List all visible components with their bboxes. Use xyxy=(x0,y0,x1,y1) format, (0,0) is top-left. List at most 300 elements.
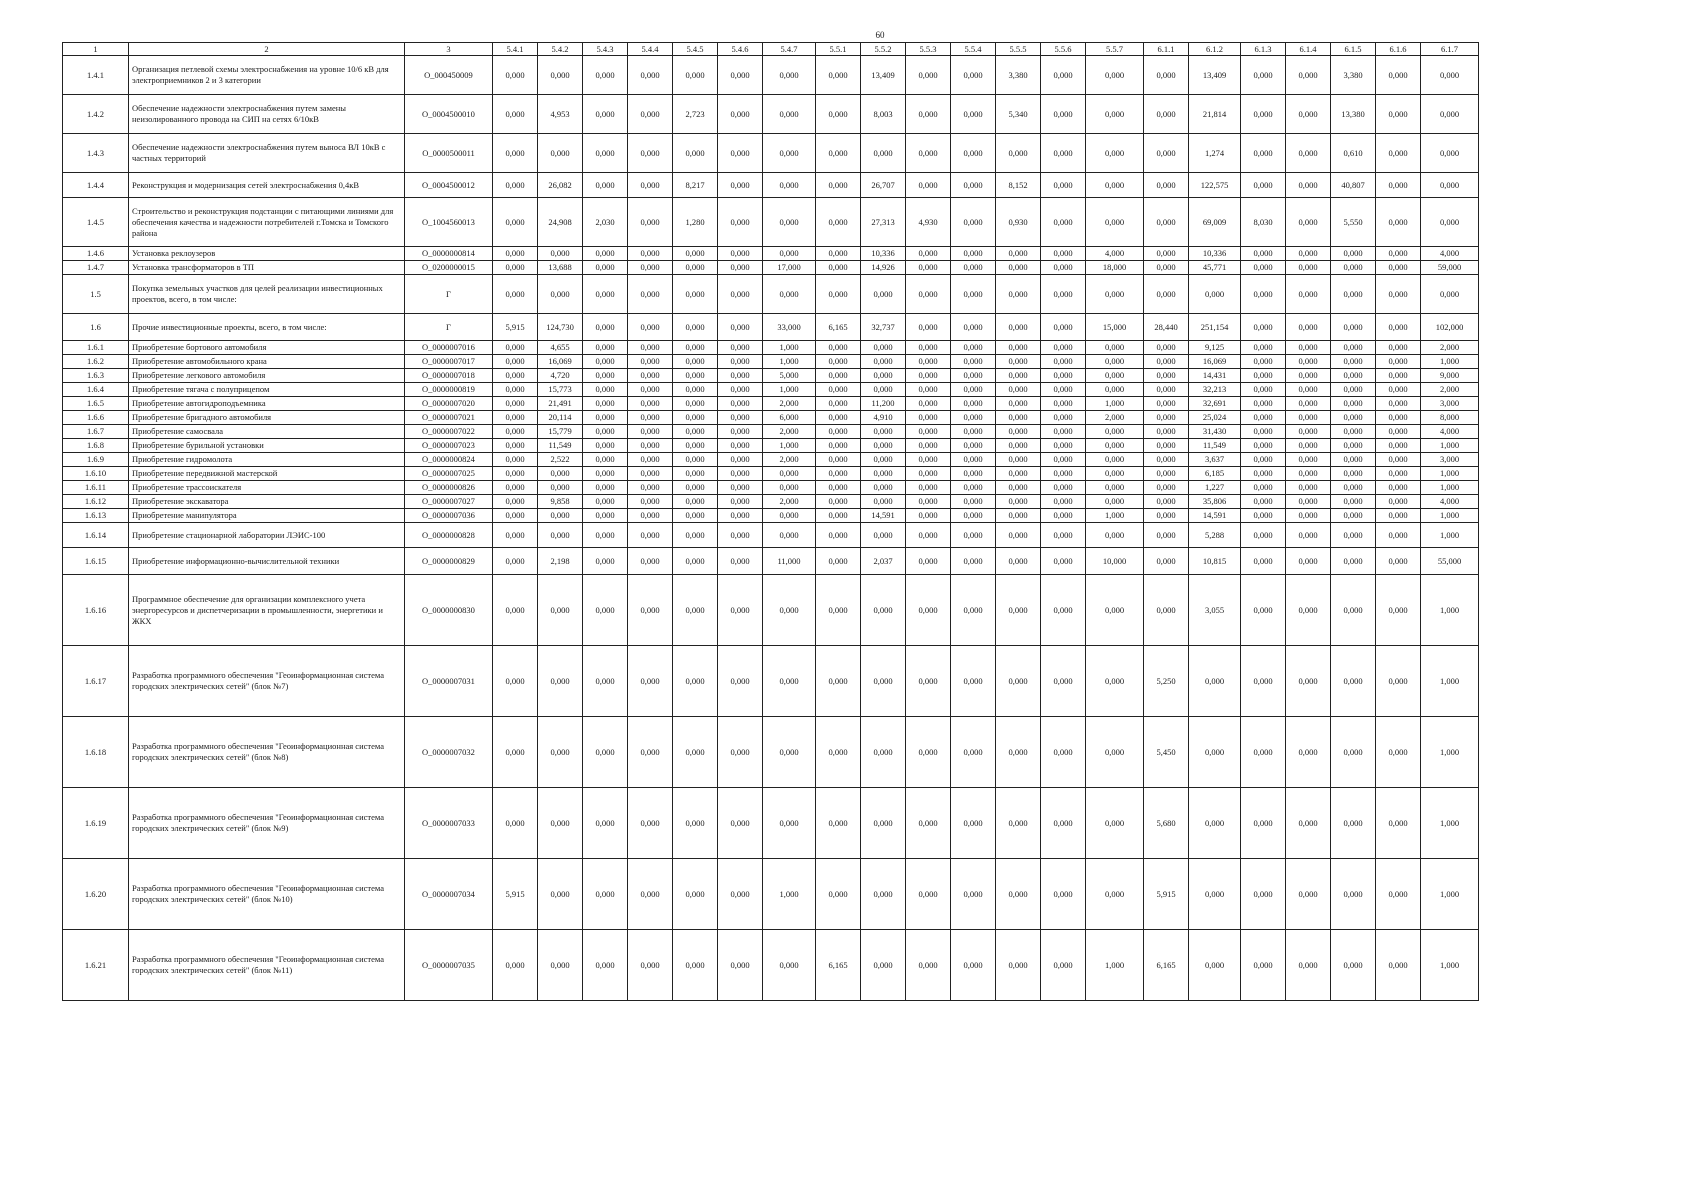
value-cell: 0,000 xyxy=(538,859,583,930)
column-header: 6.1.7 xyxy=(1421,43,1479,56)
project-name: Покупка земельных участков для целей реализации инвестиционных проектов, всего, в том числе: xyxy=(129,275,405,314)
column-header: 6.1.1 xyxy=(1144,43,1189,56)
value-cell: 0,000 xyxy=(583,930,628,1001)
value-cell: 6,185 xyxy=(1189,467,1241,481)
row-number: 1.6.11 xyxy=(63,481,129,495)
value-cell: 0,000 xyxy=(1241,275,1286,314)
column-header: 5.5.5 xyxy=(996,43,1041,56)
value-cell: 0,000 xyxy=(861,575,906,646)
value-cell: 0,000 xyxy=(951,509,996,523)
value-cell: 1,000 xyxy=(1421,509,1479,523)
value-cell: 0,000 xyxy=(493,261,538,275)
value-cell: 0,000 xyxy=(996,930,1041,1001)
value-cell: 0,000 xyxy=(951,859,996,930)
value-cell: 0,000 xyxy=(583,859,628,930)
value-cell: 0,000 xyxy=(673,355,718,369)
value-cell: 0,000 xyxy=(816,717,861,788)
table-row xyxy=(63,439,1479,453)
value-cell: 0,000 xyxy=(861,134,906,173)
value-cell: 0,000 xyxy=(673,646,718,717)
value-cell: 124,730 xyxy=(538,314,583,341)
value-cell: 0,000 xyxy=(493,467,538,481)
value-cell: 21,814 xyxy=(1189,95,1241,134)
value-cell: 0,000 xyxy=(1286,481,1331,495)
value-cell: 0,000 xyxy=(1189,788,1241,859)
value-cell: 0,000 xyxy=(1144,173,1189,198)
value-cell: 40,807 xyxy=(1331,173,1376,198)
value-cell: 1,000 xyxy=(1421,575,1479,646)
value-cell: 0,000 xyxy=(718,411,763,425)
value-cell: 0,000 xyxy=(493,548,538,575)
value-cell: 0,000 xyxy=(1189,859,1241,930)
project-code: О_0000007022 xyxy=(405,425,493,439)
value-cell: 21,491 xyxy=(538,397,583,411)
value-cell: 0,000 xyxy=(1189,930,1241,1001)
value-cell: 0,000 xyxy=(816,369,861,383)
value-cell: 0,000 xyxy=(1376,495,1421,509)
project-name: Приобретение информационно-вычислительной техники xyxy=(129,548,405,575)
value-cell: 0,000 xyxy=(673,509,718,523)
value-cell: 0,000 xyxy=(816,261,861,275)
value-cell: 1,000 xyxy=(1421,523,1479,548)
table-row xyxy=(63,575,1479,646)
value-cell: 0,000 xyxy=(816,548,861,575)
value-cell: 0,000 xyxy=(906,495,951,509)
value-cell: 251,154 xyxy=(1189,314,1241,341)
value-cell: 0,000 xyxy=(1286,509,1331,523)
project-code: О_0000007025 xyxy=(405,467,493,481)
value-cell: 1,000 xyxy=(1421,355,1479,369)
value-cell: 0,000 xyxy=(493,56,538,95)
value-cell: 0,000 xyxy=(1041,481,1086,495)
value-cell: 0,000 xyxy=(583,425,628,439)
value-cell: 0,000 xyxy=(583,341,628,355)
value-cell: 0,000 xyxy=(951,247,996,261)
value-cell: 0,000 xyxy=(1376,341,1421,355)
project-name: Обеспечение надежности электроснабжения путем выноса ВЛ 10кВ с частных территорий xyxy=(129,134,405,173)
value-cell: 0,000 xyxy=(718,425,763,439)
value-cell: 0,000 xyxy=(861,495,906,509)
value-cell: 0,000 xyxy=(1241,173,1286,198)
value-cell: 0,000 xyxy=(996,247,1041,261)
value-cell: 0,000 xyxy=(1241,575,1286,646)
value-cell: 0,000 xyxy=(996,717,1041,788)
value-cell: 0,000 xyxy=(1144,198,1189,247)
value-cell: 0,000 xyxy=(1144,439,1189,453)
value-cell: 0,000 xyxy=(1086,646,1144,717)
value-cell: 0,000 xyxy=(763,523,816,548)
value-cell: 0,000 xyxy=(1376,425,1421,439)
value-cell: 9,000 xyxy=(1421,369,1479,383)
value-cell: 0,000 xyxy=(1286,859,1331,930)
value-cell: 0,000 xyxy=(673,548,718,575)
value-cell: 0,000 xyxy=(718,134,763,173)
value-cell: 0,000 xyxy=(1041,198,1086,247)
value-cell: 4,000 xyxy=(1421,425,1479,439)
value-cell: 102,000 xyxy=(1421,314,1479,341)
value-cell: 1,227 xyxy=(1189,481,1241,495)
value-cell: 5,550 xyxy=(1331,198,1376,247)
value-cell: 0,000 xyxy=(1241,467,1286,481)
value-cell: 6,000 xyxy=(763,411,816,425)
value-cell: 0,000 xyxy=(673,575,718,646)
value-cell: 0,000 xyxy=(1086,56,1144,95)
project-code: О_0000007031 xyxy=(405,646,493,717)
value-cell: 0,000 xyxy=(906,425,951,439)
value-cell: 0,000 xyxy=(861,717,906,788)
value-cell: 0,000 xyxy=(951,523,996,548)
value-cell: 0,000 xyxy=(1086,467,1144,481)
value-cell: 0,000 xyxy=(1144,411,1189,425)
value-cell: 1,000 xyxy=(763,355,816,369)
value-cell: 0,000 xyxy=(673,859,718,930)
value-cell: 0,000 xyxy=(1144,495,1189,509)
row-number: 1.6.8 xyxy=(63,439,129,453)
value-cell: 0,000 xyxy=(1331,369,1376,383)
value-cell: 69,009 xyxy=(1189,198,1241,247)
value-cell: 6,165 xyxy=(816,314,861,341)
value-cell: 0,000 xyxy=(1041,369,1086,383)
value-cell: 11,000 xyxy=(763,548,816,575)
value-cell: 0,000 xyxy=(1331,397,1376,411)
value-cell: 0,000 xyxy=(951,930,996,1001)
value-cell: 9,125 xyxy=(1189,341,1241,355)
value-cell: 0,000 xyxy=(583,548,628,575)
value-cell: 0,000 xyxy=(763,575,816,646)
value-cell: 0,000 xyxy=(816,411,861,425)
value-cell: 0,000 xyxy=(1086,383,1144,397)
value-cell: 0,000 xyxy=(1331,467,1376,481)
value-cell: 0,000 xyxy=(951,411,996,425)
value-cell: 0,000 xyxy=(763,788,816,859)
value-cell: 0,000 xyxy=(1241,261,1286,275)
value-cell: 0,000 xyxy=(996,646,1041,717)
value-cell: 0,000 xyxy=(1376,56,1421,95)
value-cell: 0,000 xyxy=(718,859,763,930)
project-name: Разработка программного обеспечения "Геоинформационная система городских электрических сетей" (блок №11) xyxy=(129,930,405,1001)
value-cell: 0,000 xyxy=(1144,275,1189,314)
value-cell: 0,000 xyxy=(1421,95,1479,134)
value-cell: 0,000 xyxy=(1286,548,1331,575)
value-cell: 0,000 xyxy=(906,56,951,95)
value-cell: 0,000 xyxy=(673,261,718,275)
value-cell: 0,000 xyxy=(628,95,673,134)
value-cell: 0,000 xyxy=(906,717,951,788)
table-row xyxy=(63,425,1479,439)
value-cell: 0,000 xyxy=(1376,453,1421,467)
project-name: Разработка программного обеспечения "Геоинформационная система городских электрических сетей" (блок №10) xyxy=(129,859,405,930)
value-cell: 0,000 xyxy=(906,383,951,397)
value-cell: 0,000 xyxy=(718,275,763,314)
project-code: О_1004560013 xyxy=(405,198,493,247)
value-cell: 0,000 xyxy=(1041,717,1086,788)
project-name: Приобретение бурильной установки xyxy=(129,439,405,453)
value-cell: 1,000 xyxy=(1421,481,1479,495)
row-number: 1.6.17 xyxy=(63,646,129,717)
value-cell: 1,000 xyxy=(1421,788,1479,859)
value-cell: 15,773 xyxy=(538,383,583,397)
value-cell: 0,000 xyxy=(906,523,951,548)
value-cell: 0,000 xyxy=(718,261,763,275)
value-cell: 0,000 xyxy=(1144,548,1189,575)
value-cell: 0,000 xyxy=(718,481,763,495)
value-cell: 0,000 xyxy=(996,548,1041,575)
value-cell: 0,000 xyxy=(1144,341,1189,355)
value-cell: 0,000 xyxy=(628,355,673,369)
value-cell: 0,000 xyxy=(538,930,583,1001)
value-cell: 6,165 xyxy=(1144,930,1189,1001)
value-cell: 5,915 xyxy=(1144,859,1189,930)
project-code: Г xyxy=(405,275,493,314)
value-cell: 0,000 xyxy=(718,56,763,95)
value-cell: 0,000 xyxy=(861,646,906,717)
value-cell: 0,000 xyxy=(1286,198,1331,247)
value-cell: 0,000 xyxy=(906,575,951,646)
value-cell: 0,000 xyxy=(1286,261,1331,275)
value-cell: 0,000 xyxy=(906,646,951,717)
value-cell: 0,000 xyxy=(951,467,996,481)
value-cell: 0,000 xyxy=(1376,134,1421,173)
project-code: О_0000000828 xyxy=(405,523,493,548)
value-cell: 0,000 xyxy=(1086,453,1144,467)
value-cell: 32,737 xyxy=(861,314,906,341)
value-cell: 0,000 xyxy=(763,646,816,717)
value-cell: 0,000 xyxy=(583,453,628,467)
value-cell: 0,000 xyxy=(1086,95,1144,134)
row-number: 1.6.13 xyxy=(63,509,129,523)
project-name: Приобретение автомобильного крана xyxy=(129,355,405,369)
value-cell: 0,000 xyxy=(906,275,951,314)
value-cell: 0,000 xyxy=(1241,369,1286,383)
value-cell: 0,000 xyxy=(673,56,718,95)
value-cell: 0,000 xyxy=(1241,425,1286,439)
value-cell: 0,000 xyxy=(951,198,996,247)
value-cell: 9,858 xyxy=(538,495,583,509)
value-cell: 0,000 xyxy=(1041,788,1086,859)
value-cell: 0,000 xyxy=(861,788,906,859)
value-cell: 59,000 xyxy=(1421,261,1479,275)
value-cell: 0,000 xyxy=(906,173,951,198)
value-cell: 0,000 xyxy=(1376,575,1421,646)
value-cell: 0,000 xyxy=(816,247,861,261)
value-cell: 0,000 xyxy=(583,261,628,275)
value-cell: 0,000 xyxy=(1286,453,1331,467)
value-cell: 0,000 xyxy=(996,788,1041,859)
value-cell: 0,000 xyxy=(718,495,763,509)
value-cell: 1,000 xyxy=(763,439,816,453)
project-code: О_0000007027 xyxy=(405,495,493,509)
project-code: О_0000007016 xyxy=(405,341,493,355)
value-cell: 0,000 xyxy=(861,341,906,355)
value-cell: 5,340 xyxy=(996,95,1041,134)
value-cell: 0,000 xyxy=(583,717,628,788)
value-cell: 0,000 xyxy=(583,646,628,717)
project-code: О_0000000826 xyxy=(405,481,493,495)
value-cell: 0,000 xyxy=(951,341,996,355)
value-cell: 2,723 xyxy=(673,95,718,134)
value-cell: 11,549 xyxy=(538,439,583,453)
row-number: 1.6.4 xyxy=(63,383,129,397)
row-number: 1.4.2 xyxy=(63,95,129,134)
value-cell: 0,000 xyxy=(1086,495,1144,509)
value-cell: 0,000 xyxy=(1041,575,1086,646)
value-cell: 0,000 xyxy=(1041,56,1086,95)
value-cell: 2,522 xyxy=(538,453,583,467)
value-cell: 0,000 xyxy=(1286,717,1331,788)
value-cell: 1,000 xyxy=(1086,397,1144,411)
value-cell: 0,000 xyxy=(861,275,906,314)
value-cell: 0,000 xyxy=(493,646,538,717)
value-cell: 10,815 xyxy=(1189,548,1241,575)
value-cell: 14,926 xyxy=(861,261,906,275)
value-cell: 0,000 xyxy=(583,523,628,548)
value-cell: 0,000 xyxy=(1286,134,1331,173)
value-cell: 0,000 xyxy=(493,247,538,261)
value-cell: 0,000 xyxy=(628,859,673,930)
value-cell: 0,000 xyxy=(1144,575,1189,646)
value-cell: 0,000 xyxy=(816,523,861,548)
value-cell: 0,000 xyxy=(628,646,673,717)
value-cell: 0,000 xyxy=(1086,717,1144,788)
value-cell: 0,000 xyxy=(1331,523,1376,548)
value-cell: 13,409 xyxy=(861,56,906,95)
project-code: О_0000000830 xyxy=(405,575,493,646)
value-cell: 32,691 xyxy=(1189,397,1241,411)
value-cell: 0,000 xyxy=(1376,95,1421,134)
value-cell: 0,000 xyxy=(718,314,763,341)
value-cell: 0,000 xyxy=(816,453,861,467)
table-row xyxy=(63,788,1479,859)
value-cell: 0,000 xyxy=(763,173,816,198)
column-header: 2 xyxy=(129,43,405,56)
value-cell: 0,000 xyxy=(628,247,673,261)
value-cell: 0,000 xyxy=(951,173,996,198)
value-cell: 8,030 xyxy=(1241,198,1286,247)
value-cell: 0,000 xyxy=(493,173,538,198)
row-number: 1.4.7 xyxy=(63,261,129,275)
value-cell: 1,000 xyxy=(763,383,816,397)
value-cell: 0,000 xyxy=(1144,397,1189,411)
value-cell: 0,000 xyxy=(1241,134,1286,173)
value-cell: 0,000 xyxy=(996,341,1041,355)
value-cell: 0,000 xyxy=(718,369,763,383)
value-cell: 0,000 xyxy=(1286,439,1331,453)
value-cell: 0,000 xyxy=(1286,397,1331,411)
value-cell: 0,000 xyxy=(1286,355,1331,369)
value-cell: 5,915 xyxy=(493,314,538,341)
value-cell: 0,000 xyxy=(583,411,628,425)
value-cell: 0,000 xyxy=(1241,95,1286,134)
value-cell: 0,000 xyxy=(1144,134,1189,173)
value-cell: 0,000 xyxy=(718,467,763,481)
value-cell: 0,000 xyxy=(1144,247,1189,261)
value-cell: 11,200 xyxy=(861,397,906,411)
value-cell: 0,000 xyxy=(1286,383,1331,397)
row-number: 1.6.20 xyxy=(63,859,129,930)
row-number: 1.6 xyxy=(63,314,129,341)
value-cell: 3,055 xyxy=(1189,575,1241,646)
value-cell: 0,000 xyxy=(493,930,538,1001)
row-number: 1.6.5 xyxy=(63,397,129,411)
value-cell: 2,030 xyxy=(583,198,628,247)
value-cell: 0,000 xyxy=(628,425,673,439)
value-cell: 0,000 xyxy=(1041,425,1086,439)
value-cell: 0,000 xyxy=(1241,314,1286,341)
value-cell: 0,000 xyxy=(628,261,673,275)
project-name: Приобретение экскаватора xyxy=(129,495,405,509)
value-cell: 0,000 xyxy=(718,247,763,261)
value-cell: 0,000 xyxy=(906,397,951,411)
value-cell: 5,000 xyxy=(763,369,816,383)
value-cell: 0,000 xyxy=(583,275,628,314)
value-cell: 0,000 xyxy=(1144,383,1189,397)
row-number: 1.6.18 xyxy=(63,717,129,788)
project-name: Приобретение трассоискателя xyxy=(129,481,405,495)
value-cell: 0,000 xyxy=(538,275,583,314)
project-name: Установка трансформаторов в ТП xyxy=(129,261,405,275)
value-cell: 0,000 xyxy=(1376,717,1421,788)
project-code: О_0000007032 xyxy=(405,717,493,788)
value-cell: 20,114 xyxy=(538,411,583,425)
table-row xyxy=(63,261,1479,275)
value-cell: 1,000 xyxy=(763,859,816,930)
value-cell: 0,000 xyxy=(718,198,763,247)
value-cell: 0,000 xyxy=(816,788,861,859)
project-name: Приобретение легкового автомобиля xyxy=(129,369,405,383)
column-header: 5.5.3 xyxy=(906,43,951,56)
value-cell: 0,000 xyxy=(906,930,951,1001)
value-cell: 18,000 xyxy=(1086,261,1144,275)
value-cell: 0,000 xyxy=(673,717,718,788)
table-row xyxy=(63,495,1479,509)
value-cell: 1,000 xyxy=(1421,930,1479,1001)
value-cell: 0,000 xyxy=(816,467,861,481)
value-cell: 0,000 xyxy=(1421,134,1479,173)
value-cell: 0,000 xyxy=(673,930,718,1001)
value-cell: 0,000 xyxy=(673,247,718,261)
value-cell: 1,000 xyxy=(1421,717,1479,788)
value-cell: 8,152 xyxy=(996,173,1041,198)
value-cell: 0,000 xyxy=(1286,173,1331,198)
project-code: О_0000007017 xyxy=(405,355,493,369)
value-cell: 0,000 xyxy=(996,481,1041,495)
value-cell: 26,707 xyxy=(861,173,906,198)
value-cell: 27,313 xyxy=(861,198,906,247)
value-cell: 0,000 xyxy=(628,369,673,383)
table-row xyxy=(63,198,1479,247)
project-name: Приобретение бригадного автомобиля xyxy=(129,411,405,425)
value-cell: 0,000 xyxy=(1041,247,1086,261)
value-cell: 0,000 xyxy=(628,56,673,95)
value-cell: 0,000 xyxy=(951,95,996,134)
value-cell: 0,000 xyxy=(1144,467,1189,481)
project-name: Разработка программного обеспечения "Геоинформационная система городских электрических сетей" (блок №8) xyxy=(129,717,405,788)
value-cell: 3,380 xyxy=(1331,56,1376,95)
value-cell: 0,000 xyxy=(996,467,1041,481)
column-header: 6.1.4 xyxy=(1286,43,1331,56)
value-cell: 0,000 xyxy=(1376,859,1421,930)
value-cell: 0,000 xyxy=(906,481,951,495)
value-cell: 1,000 xyxy=(1421,646,1479,717)
value-cell: 0,000 xyxy=(1376,198,1421,247)
value-cell: 0,000 xyxy=(718,509,763,523)
table-row xyxy=(63,509,1479,523)
column-header: 5.5.2 xyxy=(861,43,906,56)
project-code: О_000450009 xyxy=(405,56,493,95)
value-cell: 0,000 xyxy=(906,453,951,467)
value-cell: 25,024 xyxy=(1189,411,1241,425)
value-cell: 0,000 xyxy=(1286,56,1331,95)
